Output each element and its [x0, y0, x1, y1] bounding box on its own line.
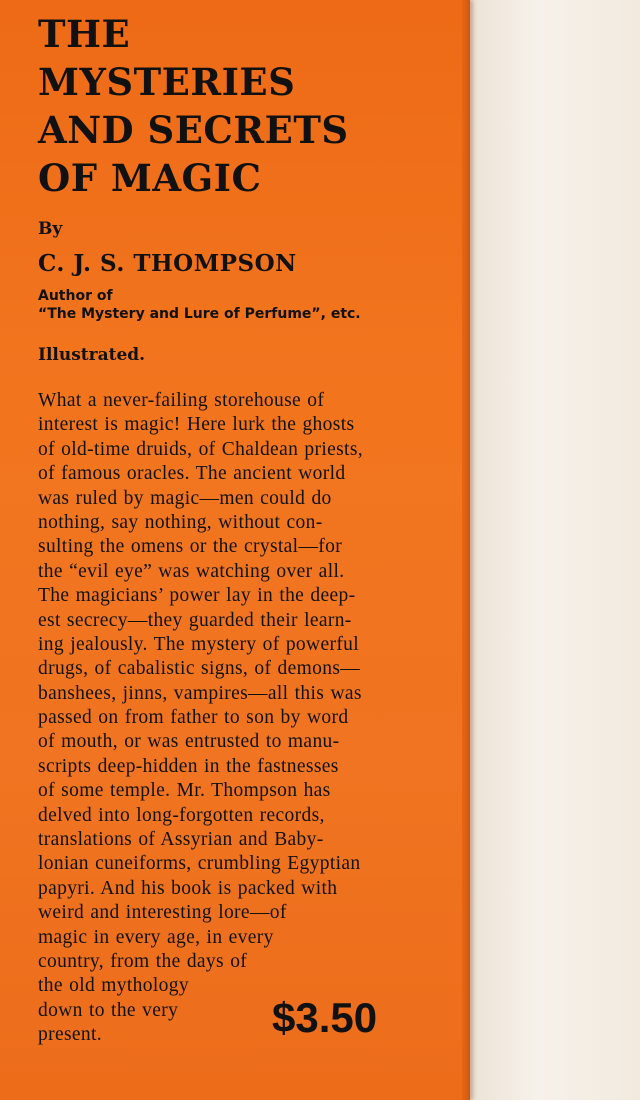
blurb-line: What a never-failing storehouse of — [38, 390, 325, 411]
blurb-line: translations of Assyrian and Baby- — [38, 829, 324, 851]
author-of-label: Author of — [38, 288, 113, 304]
author-name: C. J. S. THOMPSON — [38, 250, 297, 277]
blurb-line: the “evil eye” was watching over all. — [38, 560, 345, 582]
blurb-line: ing jealously. The mystery of powerful — [38, 633, 360, 655]
blurb-line: banshees, jinns, vampires—all this was — [38, 682, 362, 704]
by-label: By — [38, 219, 63, 239]
blurb-line: scripts deep-hidden in the fastnesses — [38, 755, 339, 777]
blurb-line: country, from the days of — [38, 950, 248, 972]
blurb-line: down to the very — [38, 999, 179, 1021]
jacket-flap-edge — [462, 0, 470, 1100]
blurb-line: nothing, say nothing, without con- — [38, 511, 323, 533]
title-line: AND SECRETS — [38, 108, 349, 152]
blurb-line: The magicians’ power lay in the deep- — [38, 585, 356, 607]
other-work-title: “The Mystery and Lure of Perfume”, etc. — [38, 306, 361, 322]
title-line: OF MAGIC — [38, 156, 262, 200]
blurb-line: of old-time druids, of Chaldean priests, — [38, 438, 363, 460]
blurb-line: passed on from father to son by word — [38, 707, 349, 729]
blurb-line: was ruled by magic—men could do — [38, 487, 332, 509]
blurb-line: weird and interesting lore—of — [38, 902, 287, 924]
blurb-line: sulting the omens or the crystal—for — [38, 536, 343, 558]
title-line: THE — [38, 12, 131, 56]
blurb-line: drugs, of cabalistic signs, of demons— — [38, 658, 361, 680]
blurb-line: of mouth, or was entrusted to manu- — [38, 731, 340, 753]
blurb-line: of some temple. Mr. Thompson has — [38, 780, 331, 802]
blurb-line: the old mythology — [38, 975, 189, 997]
blurb-line: lonian cuneiforms, crumbling Egyptian — [38, 853, 361, 875]
paper-background — [470, 0, 640, 1100]
book-title — [38, 10, 438, 202]
blurb-line: delved into long-forgotten records, — [38, 804, 325, 826]
title-line: MYSTERIES — [38, 60, 296, 104]
blurb-line: est secrecy—they guarded their learn- — [38, 609, 352, 631]
blurb-line: interest is magic! Here lurk the ghosts — [38, 414, 355, 436]
blurb-line: of famous oracles. The ancient world — [38, 463, 346, 485]
blurb-line: present. — [38, 1024, 102, 1046]
blurb-line: papyri. And his book is packed with — [38, 877, 338, 899]
author-credit — [38, 287, 438, 323]
flap-content — [38, 10, 438, 1048]
illustrated-label: Illustrated. — [38, 345, 146, 365]
price-label: $3.50 — [272, 994, 378, 1041]
blurb-line: magic in every age, in every — [38, 926, 274, 948]
blurb-text — [38, 389, 364, 1048]
